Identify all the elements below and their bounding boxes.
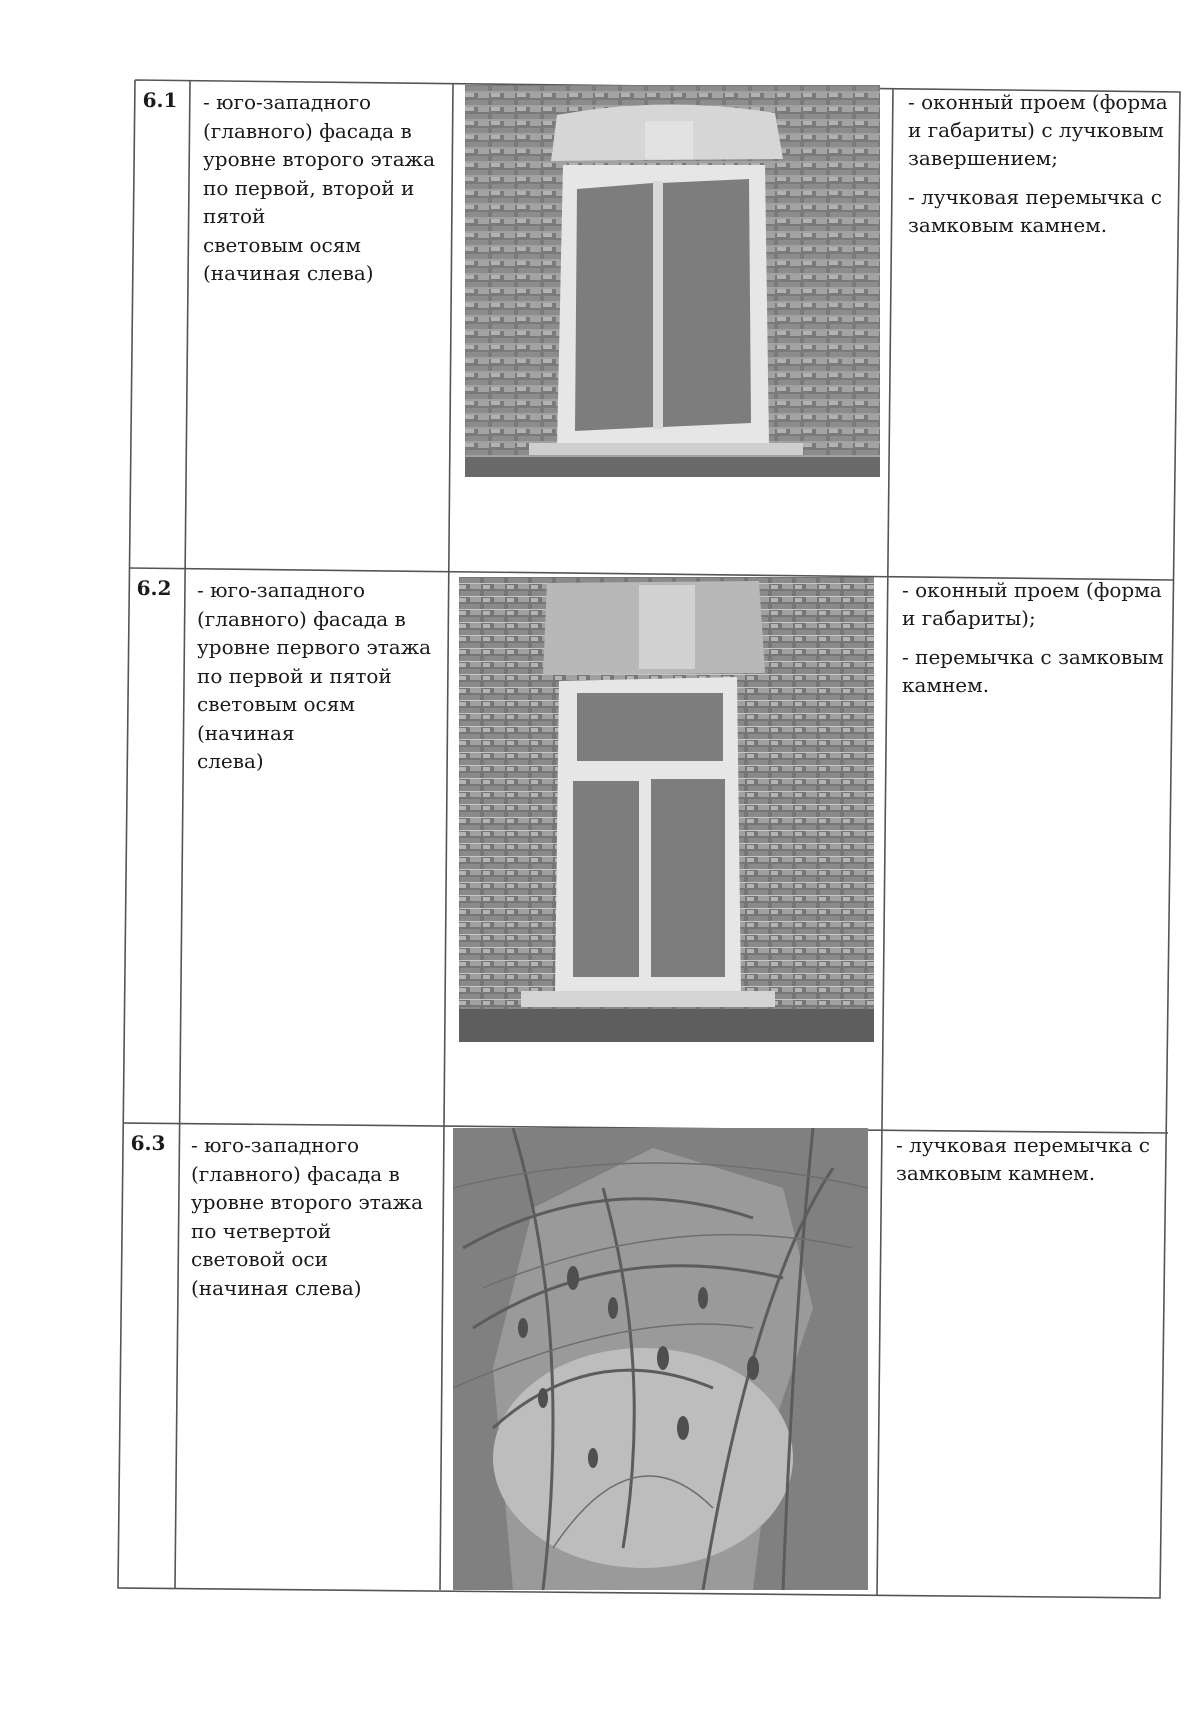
location-line: (главного) фасада в [191,1161,400,1186]
feature-item: - оконный проем (форма и габариты) с лучковым завершением; [908,90,1168,170]
location-text [184,570,446,1126]
tree-branches-photo [453,1128,868,1590]
location-text [190,82,452,570]
location-line: - юго-западного [197,578,366,602]
arched-window-photo [465,85,880,477]
location-line: (начиная слева) [203,261,374,285]
row-number: 6.2 [136,576,172,600]
feature-item: - лучковая перемычка с замковым камнем. [908,185,1162,237]
features-text [884,1125,1166,1595]
feature-item: - лучковая перемычка с замковым камнем. [896,1133,1150,1185]
location-line: по четвертой [191,1218,332,1243]
location-line: уровне второго этажа [203,147,435,171]
location-line: уровне первого этажа [197,635,432,659]
features-text [896,82,1178,570]
location-text [178,1125,440,1595]
location-line: пятой [203,204,266,228]
location-line: уровне второго этажа [191,1190,423,1214]
location-line: световой оси [191,1247,328,1271]
location-line: - юго-западного [191,1133,360,1157]
rectangular-window-photo [459,577,874,1042]
location-line: (начиная [197,720,295,745]
location-line: по первой и пятой [197,663,392,688]
location-line: (главного) фасада в [203,118,412,143]
row-number: 6.3 [130,1131,166,1155]
feature-item: - оконный проем (форма и габариты); [902,578,1162,630]
location-line: слева) [197,749,264,773]
location-line: - юго-западного [203,90,372,114]
location-line: (начиная слева) [191,1275,362,1300]
row-number: 6.1 [142,88,178,112]
features-text [890,570,1172,1126]
location-line: световым осям [197,692,355,716]
location-line: по первой, второй и [203,175,415,200]
location-line: световым осям [203,232,361,257]
location-line: (главного) фасада в [197,606,406,631]
feature-item: - перемычка с замковым камнем. [902,645,1164,697]
